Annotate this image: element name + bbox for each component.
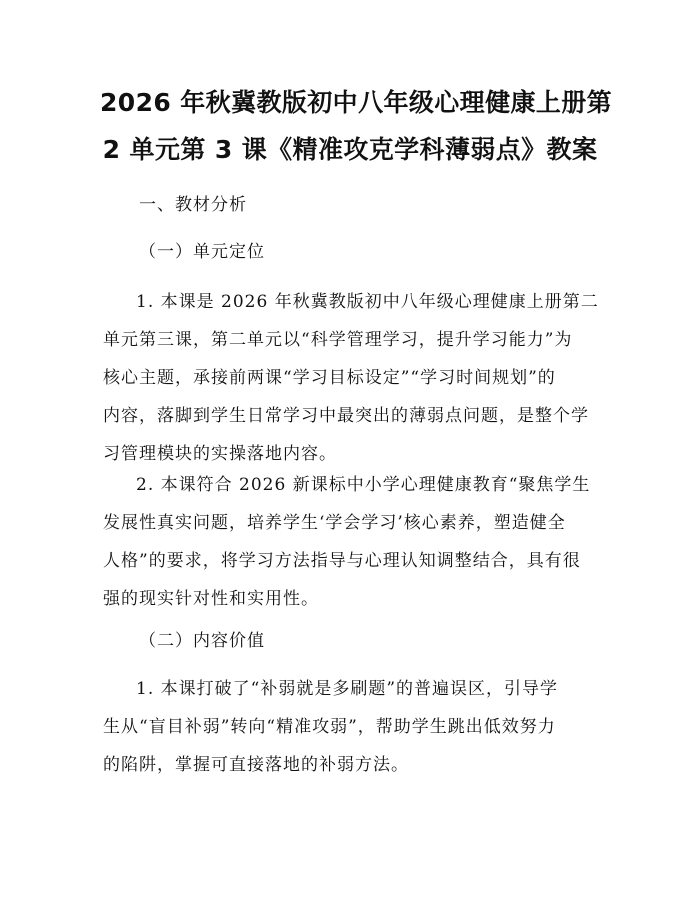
- paragraph-unit-position-2: [103, 466, 603, 618]
- paragraph-line: 强的现实针对性和实用性。: [103, 589, 319, 609]
- subsection-heading-unit-position: （一）单元定位: [139, 242, 265, 262]
- paragraph-line: 1. 本课打破了“补弱就是多刷题”的普遍误区，引导学: [136, 679, 559, 699]
- paragraph-content-value-1: [103, 670, 603, 784]
- paragraph-line: 人格”的要求，将学习方法指导与心理认知调整结合，具有很: [103, 551, 581, 571]
- paragraph-line: 2. 本课符合 2026 新课标中小学心理健康教育“聚焦学生: [136, 475, 591, 495]
- paragraph-line: 内容，落脚到学生日常学习中最突出的薄弱点问题，是整个学: [103, 406, 589, 426]
- section-heading-textbook-analysis: 一、教材分析: [139, 195, 247, 215]
- paragraph-line: 核心主题，承接前两课“学习目标设定”“学习时间规划”的: [103, 368, 556, 388]
- paragraph-line: 生从“盲目补弱”转向“精准攻弱”，帮助学生跳出低效努力: [103, 717, 556, 737]
- paragraph-line: 的陷阱，掌握可直接落地的补弱方法。: [103, 755, 409, 775]
- paragraph-line: 1. 本课是 2026 年秋冀教版初中八年级心理健康上册第二: [136, 292, 599, 312]
- document-title-line-2: 2 单元第 3 课《精准攻克学科薄弱点》教案: [102, 135, 598, 164]
- paragraph-line: 发展性真实问题，培养学生‘学会学习’核心素养，塑造健全: [103, 513, 566, 533]
- paragraph-line: 单元第三课，第二单元以“科学管理学习，提升学习能力”为: [103, 330, 573, 350]
- document-title-line-1: 2026 年秋冀教版初中八年级心理健康上册第: [100, 88, 613, 117]
- paragraph-unit-position-1: [103, 283, 603, 473]
- subsection-heading-content-value: （二）内容价值: [139, 631, 265, 651]
- paragraph-line: 习管理模块的实操落地内容。: [103, 444, 337, 464]
